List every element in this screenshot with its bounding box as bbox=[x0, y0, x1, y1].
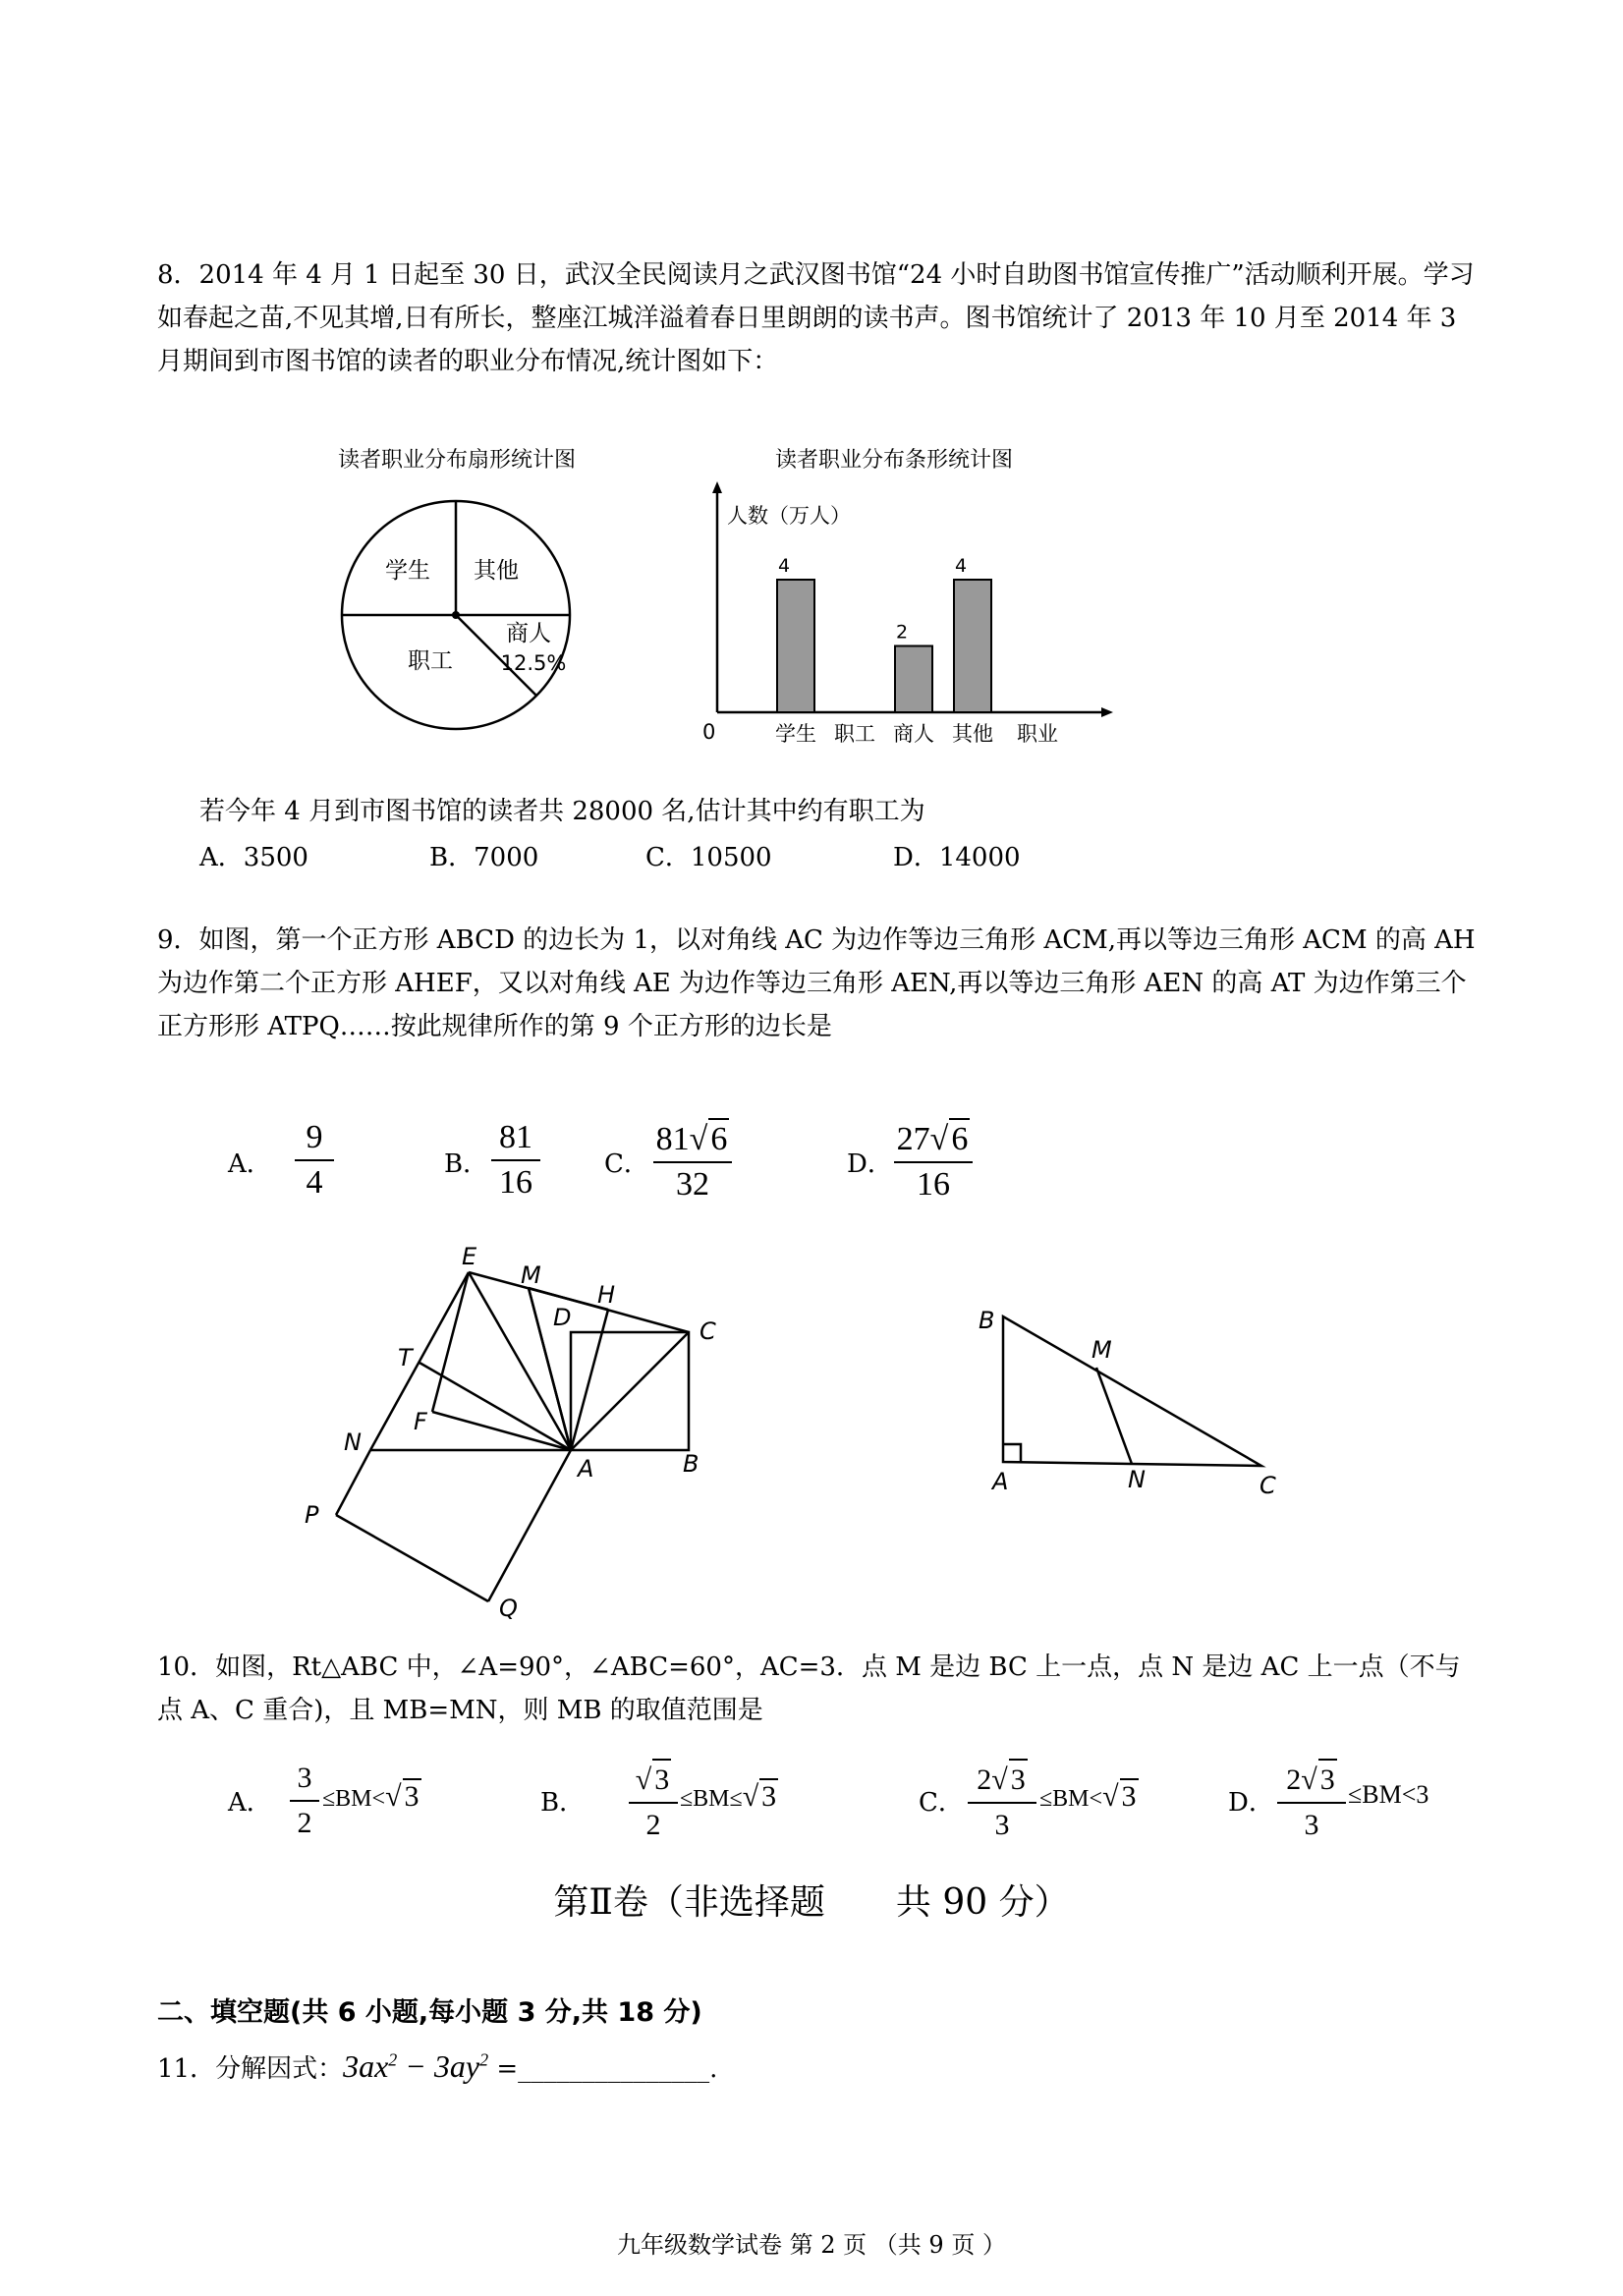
q9-option-d-letter[interactable]: D． bbox=[847, 1149, 893, 1179]
q9-option-a-letter[interactable]: A． bbox=[228, 1149, 272, 1179]
q11-prefix: 11．分解因式： bbox=[157, 2054, 344, 2084]
pie-slice-label-merchant: 商人 bbox=[506, 621, 551, 646]
q9-option-a-value[interactable]: 9 4 bbox=[295, 1118, 334, 1203]
fig9-label-e: E bbox=[462, 1243, 477, 1270]
pie-slice-pct-merchant: 12.5% bbox=[500, 651, 567, 675]
q10-stem: 10．如图，Rt△ABC 中，∠A=90°，∠ABC=60°，AC=3．点 M 是边 BC 上一点，点 N 是边 AC 上一点（不与点 A、C 重合)，且 MB=MN，则 MB 的取值范围是 bbox=[157, 1652, 1461, 1725]
fig10-label-b: B bbox=[979, 1307, 995, 1334]
pie-chart bbox=[324, 442, 619, 737]
bar-y-arrow bbox=[712, 481, 722, 493]
bar-value-label: 4 bbox=[777, 555, 791, 577]
fig9-label-p: P bbox=[305, 1501, 319, 1529]
q10-figure bbox=[1003, 1316, 1261, 1466]
fig9-label-b: B bbox=[683, 1450, 700, 1478]
fig10-label-m: M bbox=[1091, 1336, 1112, 1364]
q8-option-c[interactable]: C．10500 bbox=[645, 843, 772, 872]
fig9-label-d: D bbox=[553, 1304, 572, 1331]
fig10-label-c: C bbox=[1259, 1472, 1276, 1499]
q10-option-d-range[interactable]: ≤BM<3 bbox=[1348, 1780, 1429, 1809]
q9-option-c-value[interactable]: 81√6 32 bbox=[653, 1118, 732, 1204]
fig9-label-f: F bbox=[414, 1408, 427, 1435]
q10-option-d-frac[interactable]: 2√ 3 3 bbox=[1277, 1759, 1346, 1845]
fig9-label-t: T bbox=[398, 1344, 413, 1372]
fig9-label-m: M bbox=[521, 1261, 541, 1289]
bar-x-arrow bbox=[1101, 707, 1113, 717]
q8-option-b[interactable]: B．7000 bbox=[429, 843, 539, 872]
q10-option-b-frac[interactable]: √ 3 2 bbox=[629, 1759, 678, 1845]
q10-option-b-letter[interactable]: B． bbox=[540, 1788, 586, 1818]
fig9-label-n: N bbox=[344, 1428, 362, 1456]
q10-option-c-range[interactable]: ≤BM<√ 3 bbox=[1039, 1780, 1137, 1813]
q9-option-b-letter[interactable]: B． bbox=[444, 1149, 489, 1179]
part2-heading: 二、填空题(共 6 小题,每小题 3 分,共 18 分) bbox=[157, 1997, 702, 2028]
pie-chart-title: 读者职业分布扇形统计图 bbox=[337, 448, 577, 473]
square-abcd bbox=[571, 1332, 689, 1450]
q11 bbox=[157, 2048, 717, 2085]
bar-chart-title: 读者职业分布条形统计图 bbox=[774, 448, 1014, 473]
pie-center bbox=[452, 611, 460, 619]
pie-slice-label-worker: 职工 bbox=[408, 648, 453, 674]
bar-origin-label: 0 bbox=[702, 720, 716, 744]
bar-category-label: 其他 bbox=[952, 722, 993, 746]
q11-expr: $3ax^2 - 3ay^2$ bbox=[343, 2048, 489, 2084]
q10-option-d-letter[interactable]: D． bbox=[1228, 1788, 1274, 1818]
bar-value-label: 2 bbox=[895, 621, 909, 644]
bar-chart bbox=[693, 442, 1145, 756]
bar-category-label: 学生 bbox=[775, 722, 816, 746]
q8-question: 若今年 4 月到市图书馆的读者共 28000 名,估计其中约有职工为 bbox=[199, 797, 925, 826]
pie-slice-label-student: 学生 bbox=[385, 558, 430, 584]
bar-category-label: 职工 bbox=[834, 722, 875, 746]
fig9-label-h: H bbox=[597, 1281, 616, 1309]
bar bbox=[777, 580, 814, 712]
q10-option-c-letter[interactable]: C． bbox=[919, 1788, 964, 1818]
bar-ylabel: 人数（万人） bbox=[727, 504, 851, 528]
bar bbox=[895, 646, 932, 713]
bar-xlabel: 职业 bbox=[1017, 722, 1058, 746]
bar-category-label: 商人 bbox=[893, 722, 934, 746]
q11-answer-blank[interactable]: =_______________. bbox=[488, 2054, 718, 2084]
q8-option-d[interactable]: D．14000 bbox=[893, 843, 1021, 872]
section-ii-title: 第Ⅱ卷（非选择题 共 90 分） bbox=[553, 1882, 1070, 1923]
fig9-label-q: Q bbox=[499, 1595, 518, 1622]
q9-option-d-value[interactable]: 27√6 16 bbox=[894, 1118, 973, 1204]
fig9-label-a: A bbox=[578, 1455, 594, 1483]
q8-option-a[interactable]: A．3500 bbox=[199, 843, 308, 872]
q10-option-a-frac[interactable]: 3 2 bbox=[290, 1759, 319, 1843]
bar bbox=[954, 580, 991, 712]
q9-option-c-letter[interactable]: C． bbox=[604, 1149, 649, 1179]
fig10-label-a: A bbox=[992, 1468, 1009, 1495]
bar-value-label: 4 bbox=[954, 555, 968, 577]
q9-stem: 9．如图，第一个正方形 ABCD 的边长为 1，以对角线 AC 为边作等边三角形 ACM,再以等边三角形 ACM 的高 AH 为边作第二个正方形 AHEF，又以对角线 AE 为边作等边三角形 AEN,再以等边三角形 AEN 的高 AT 为边作第三个正方形形 ATPQ……按此规律所作的第 9 个正方形的边长是 bbox=[157, 925, 1476, 1041]
q10-option-c-frac[interactable]: 2√ 3 3 bbox=[968, 1759, 1036, 1845]
pie-slice-label-other: 其他 bbox=[474, 558, 519, 584]
q9-option-b-value[interactable]: 81 16 bbox=[491, 1118, 540, 1203]
q10-option-a-range[interactable]: ≤BM<√ 3 bbox=[322, 1780, 420, 1813]
q8-stem: 8．2014 年 4 月 1 日起至 30 日，武汉全民阅读月之武汉图书馆“24 小时自助图书馆宣传推广”活动顺利开展。学习如春起之苗,不见其增,日有所长，整座江城洋溢着春日里朗朗的读书声。图书馆统计了 2013 年 10 月至 2014 年 3 月期间到市图书馆的读者的职业分布情况,统计图如下： bbox=[157, 260, 1475, 376]
page-footer: 九年级数学试卷 第 2 页 （共 9 页 ） bbox=[617, 2231, 1006, 2259]
q10-option-b-range[interactable]: ≤BM≤√ 3 bbox=[680, 1780, 777, 1813]
fig9-label-c: C bbox=[700, 1317, 716, 1345]
fig10-label-n: N bbox=[1128, 1466, 1146, 1493]
q10-option-a-letter[interactable]: A． bbox=[228, 1788, 272, 1818]
